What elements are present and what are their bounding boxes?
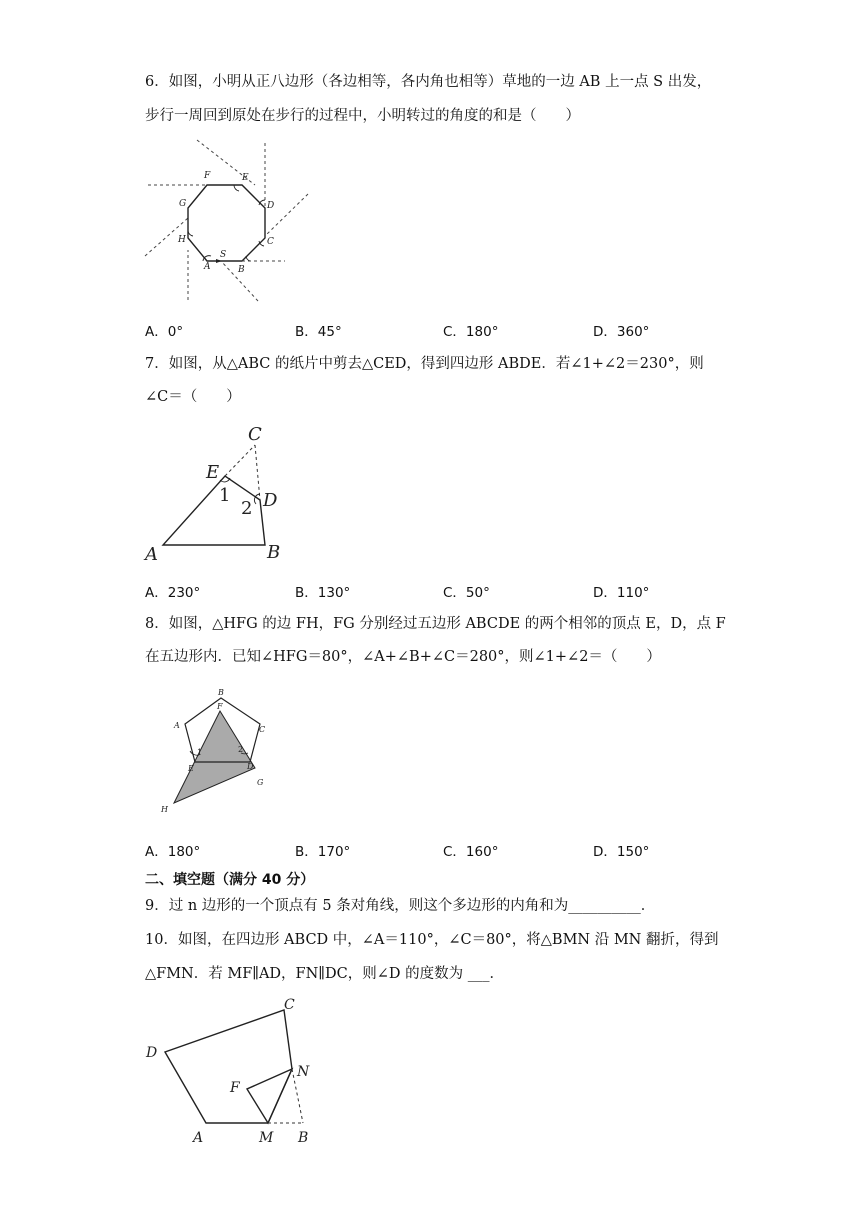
q7-triangle-figure	[140, 420, 290, 565]
q9-text-line1: 9．过 n 边形的一个顶点有 5 条对角线，则这个多边形的内角和为__________．	[145, 898, 656, 914]
q7-label-B: B	[267, 542, 281, 563]
q7-label-C: C	[248, 424, 262, 445]
q7-label-1: 1	[219, 485, 231, 506]
q6-choice-c[interactable]: C．180°	[443, 324, 499, 340]
q10-label-A: A	[193, 1130, 204, 1146]
q6-octagon-figure	[140, 138, 330, 308]
q6-label-G: G	[179, 199, 187, 209]
q8-label-G: G	[257, 778, 264, 787]
q8-label-D: D	[247, 762, 254, 771]
q10-label-N: N	[297, 1064, 310, 1080]
q7-choice-d[interactable]: D．110°	[593, 585, 650, 601]
q8-pentagon-figure	[155, 685, 285, 815]
q10-text-line2: △FMN．若 MF∥AD，FN∥DC，则∠D 的度数为 ___．	[145, 966, 504, 982]
q7-label-D: D	[263, 490, 278, 511]
q10-text-line1: 10．如图，在四边形 ABCD 中，∠A＝110°，∠C＝80°，将△BMN 沿 MN 翻折，得到	[145, 932, 719, 948]
q6-label-C: C	[267, 237, 274, 247]
q10-label-D: D	[146, 1045, 158, 1061]
q7-label-E: E	[206, 462, 220, 483]
q8-choice-c[interactable]: C．160°	[443, 844, 499, 860]
q8-text-line1: 8．如图，△HFG 的边 FH，FG 分别经过五边形 ABCDE 的两个相邻的顶点 E，D，点 F	[145, 616, 726, 632]
q10-label-C: C	[284, 997, 295, 1013]
q6-label-F: F	[204, 171, 211, 181]
q8-label-H: H	[161, 805, 168, 814]
q8-label-E: E	[188, 764, 194, 773]
q7-choice-a[interactable]: A．230°	[145, 585, 201, 601]
q6-text-line1: 6．如图，小明从正八边形（各边相等，各内角也相等）草地的一边 AB 上一点 S 出发，	[145, 74, 712, 90]
q7-label-2: 2	[241, 498, 253, 519]
q8-label-F: F	[217, 702, 223, 711]
q6-text-line2: 步行一周回到原处在步行的过程中，小明转过的角度的和是（ ）	[145, 108, 580, 124]
q10-label-M: M	[259, 1130, 274, 1146]
section-fill-in-blank-heading: 二、填空题（满分 40 分）	[145, 872, 315, 888]
q6-label-D: D	[267, 201, 275, 211]
q8-choice-d[interactable]: D．150°	[593, 844, 650, 860]
q7-choice-b[interactable]: B．130°	[295, 585, 351, 601]
q10-quadrilateral-figure	[140, 990, 340, 1150]
q8-label-A: A	[174, 721, 180, 730]
q10-label-F: F	[230, 1080, 240, 1096]
q6-choice-d[interactable]: D．360°	[593, 324, 650, 340]
q7-choice-c[interactable]: C．50°	[443, 585, 490, 601]
q10-label-B: B	[298, 1130, 309, 1146]
q7-label-A: A	[145, 544, 158, 565]
q8-label-B: B	[218, 688, 224, 697]
q8-choices	[145, 840, 785, 860]
q8-label-2: 2	[238, 745, 244, 754]
q7-choices	[145, 581, 785, 601]
q6-choice-a[interactable]: A．0°	[145, 324, 184, 340]
q6-choices	[145, 320, 785, 340]
q8-label-C: C	[259, 725, 266, 734]
q8-text-line2: 在五边形内．已知∠HFG＝80°，∠A+∠B+∠C＝280°，则∠1+∠2＝（ ）	[145, 649, 661, 665]
q7-text-line2: ∠C＝（ ）	[145, 389, 241, 405]
q6-label-B: B	[238, 265, 245, 275]
q6-label-H: H	[178, 235, 186, 245]
q6-label-A: A	[204, 262, 211, 272]
q6-label-S: S	[220, 250, 227, 260]
q7-text-line1: 7．如图，从△ABC 的纸片中剪去△CED，得到四边形 ABDE．若∠1+∠2＝230°，则	[145, 356, 704, 372]
q8-choice-a[interactable]: A．180°	[145, 844, 201, 860]
q6-label-E: E	[242, 173, 249, 183]
q8-choice-b[interactable]: B．170°	[295, 844, 351, 860]
q8-label-1: 1	[197, 748, 203, 757]
q6-choice-b[interactable]: B．45°	[295, 324, 342, 340]
